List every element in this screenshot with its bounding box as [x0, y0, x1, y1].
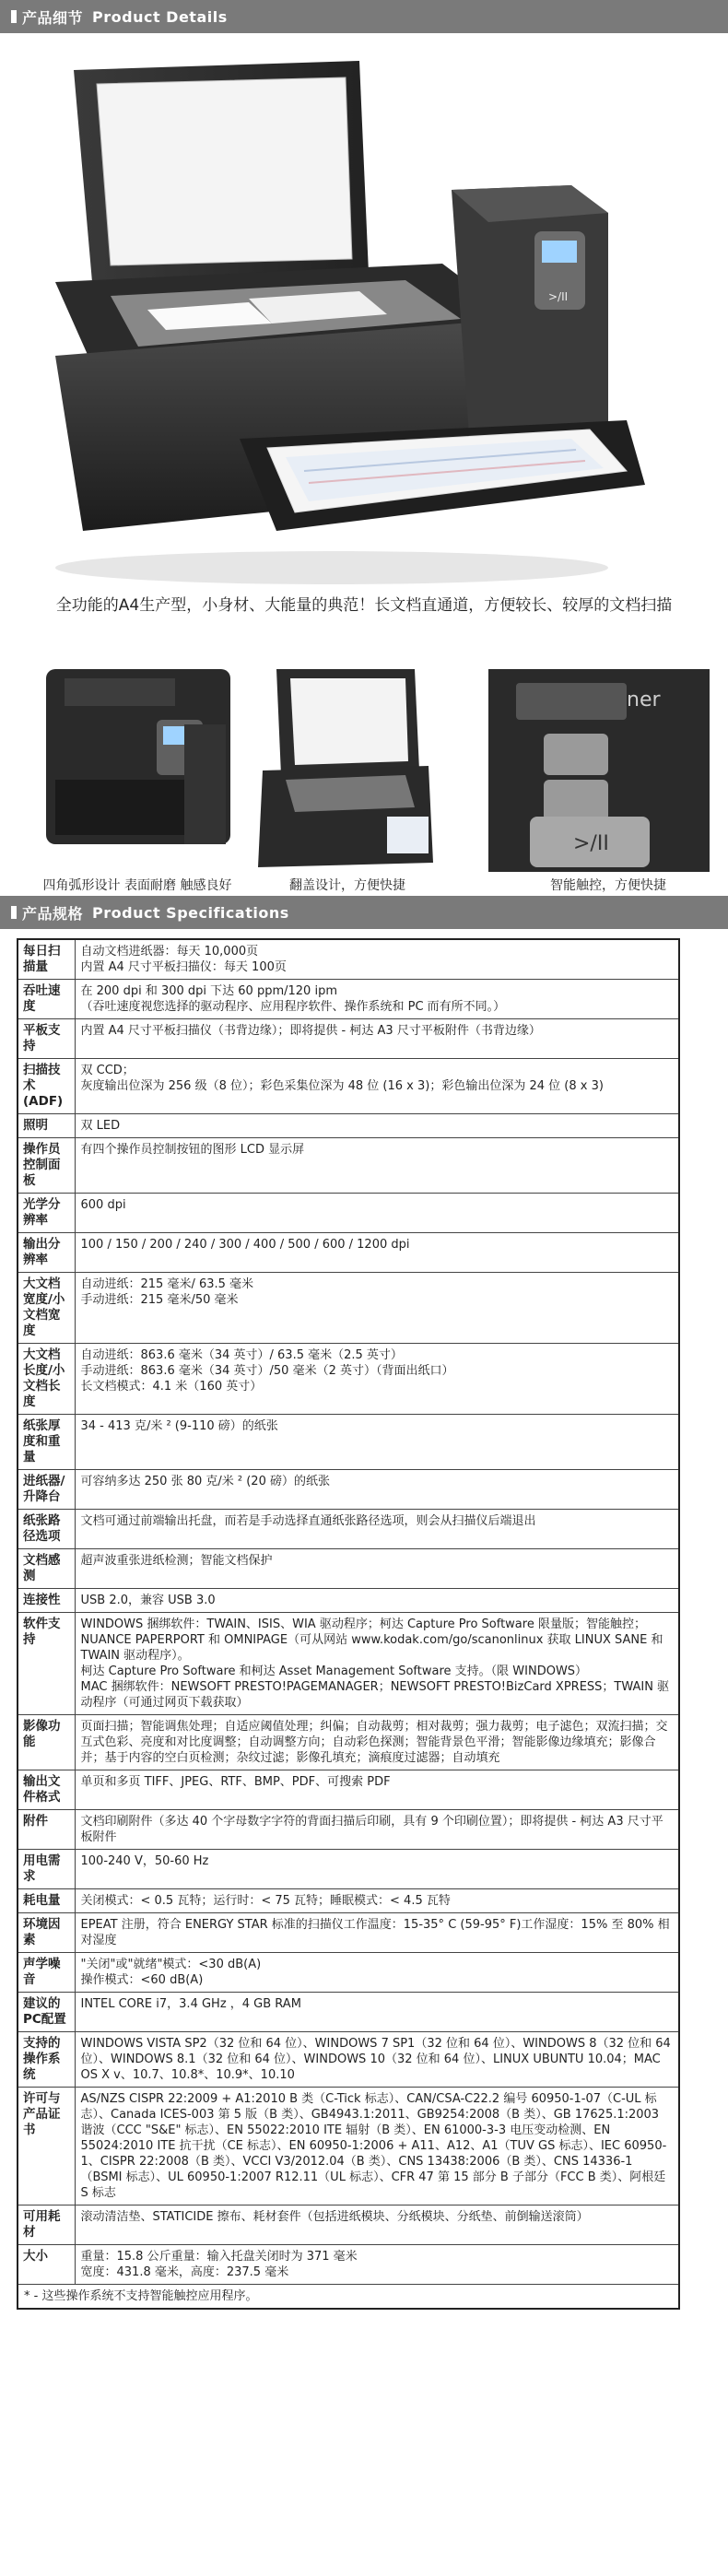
scanner-corner-image	[46, 669, 230, 872]
spec-key: 大小	[18, 2245, 75, 2285]
spec-value	[75, 2088, 679, 2205]
spec-row	[18, 1273, 679, 1344]
spec-row	[18, 1913, 679, 1953]
spec-row	[18, 2088, 679, 2205]
spec-value-line: 灰度输出位深为 256 级（8 位）；彩色采集位深为 48 位 (16 x 3)；彩色输出位深为 24 位 (8 x 3)	[80, 1079, 604, 1093]
spec-key: 进纸器/升降台	[18, 1470, 75, 1510]
spec-row	[18, 1138, 679, 1194]
spec-value-line: AS/NZS CISPR 22:2009 + A1:2010 B 类（C-Tick 标志）、CAN/CSA-C22.2 编号 60950-1-07（C-UL 标志）、Canada ICES-003 第 5 版（B 类）、GB4943.1:2011、GB9254:2008（B 类）、GB 17625.1:2003 谐波（CCC "S&E" 标志）、EN 55022:2010 ITE 辐射（B 类）、EN 61000-3-3 电压变动检测、EN 55024:2010 ITE 抗干扰（CE 标志）、EN 60950-1:2006 + A11、A12、A1（TUV GS 标志）、IEC 60950-1、CISPR 22:2008（B 类）、VCCI V3/2012.04（B 类）、CNS 13438:2006（B 类）、CNS 14336-1（BSMI 标志）、UL 60950-1:2007 R12.11（UL 标志）、CFR 47 第 15 部分 B 子部分（FCC B 类）、阿根廷 S 标志	[80, 2092, 667, 2200]
thumb-caption-1: 四角弧形设计 表面耐磨 触感良好	[42, 878, 232, 893]
spec-value-line: （吞吐速度视您选择的驱动程序、应用程序软件、操作系统和 PC 而有所不同。）	[80, 1000, 506, 1014]
spec-value-line: 有四个操作员控制按钮的图形 LCD 显示屏	[80, 1143, 305, 1157]
detail-thumbnails	[0, 669, 728, 893]
spec-key: 声学噪音	[18, 1953, 75, 1993]
spec-value	[75, 1889, 679, 1913]
spec-value	[75, 1470, 679, 1510]
control-panel-image	[488, 669, 710, 872]
spec-value-line: 自动文档进纸器：每天 10,000页	[80, 945, 259, 959]
spec-key: 纸张路径选项	[18, 1510, 75, 1549]
spec-value	[75, 2205, 679, 2245]
spec-row	[18, 1019, 679, 1059]
spec-row	[18, 1114, 679, 1138]
spec-key: 可用耗材	[18, 2205, 75, 2245]
spec-value-line: 手动进纸：215 毫米/50 毫米	[80, 1293, 239, 1307]
spec-value-line: 100-240 V，50-60 Hz	[80, 1854, 209, 1868]
spec-key: 扫描技术 (ADF)	[18, 1059, 75, 1114]
spec-value	[75, 1415, 679, 1470]
spec-row	[18, 1850, 679, 1889]
section-header-specs	[0, 896, 728, 929]
spec-key: 光学分辨率	[18, 1194, 75, 1233]
spec-value	[75, 1613, 679, 1715]
spec-key: 许可与产品证书	[18, 2088, 75, 2205]
spec-value	[75, 1953, 679, 1993]
spec-row	[18, 1059, 679, 1114]
spec-value-line: 长文档模式：4.1 米（160 英寸）	[80, 1380, 263, 1394]
spec-key: 大文档宽度/小文档宽度	[18, 1273, 75, 1344]
spec-value	[75, 1770, 679, 1810]
spec-value	[75, 1589, 679, 1613]
spec-row	[18, 1415, 679, 1470]
spec-value	[75, 1715, 679, 1770]
section-title-cn: 产品细节	[22, 8, 84, 27]
spec-value-line: WINDOWS VISTA SP2（32 位和 64 位）、WINDOWS 7 SP1（32 位和 64 位）、WINDOWS 8（32 位和 64 位）、WINDOWS 8.1（32 位和 64 位）、WINDOWS 10（32 位和 64 位）、LINUX UBUNTU 10.04；MAC OS X v、10.7、10.8*、10.9*、10.10	[80, 2037, 671, 2082]
spec-value-line: 宽度：431.8 毫米，高度：237.5 毫米	[80, 2265, 289, 2279]
spec-value	[75, 1138, 679, 1194]
spec-value	[75, 1810, 679, 1850]
spec-value-line: 操作模式：<60 dB(A)	[80, 1973, 204, 1987]
spec-row	[18, 2205, 679, 2245]
spec-key: 附件	[18, 1810, 75, 1850]
spec-value-line: 关闭模式：< 0.5 瓦特；运行时：< 75 瓦特；睡眠模式：< 4.5 瓦特	[80, 1894, 451, 1908]
thumb-smart-touch	[488, 669, 710, 872]
spec-key: 耗电量	[18, 1889, 75, 1913]
spec-key: 文档感测	[18, 1549, 75, 1589]
spec-value	[75, 980, 679, 1019]
thumb-corner-design	[46, 669, 230, 872]
spec-value-line: 100 / 150 / 200 / 240 / 300 / 400 / 500 / 600 / 1200 dpi	[80, 1238, 410, 1252]
scanner-illustration	[55, 52, 663, 605]
spec-value-line: 自动进纸：863.6 毫米（34 英寸）/ 63.5 毫米（2.5 英寸）	[80, 1348, 403, 1362]
spec-key: 连接性	[18, 1589, 75, 1613]
spec-value	[75, 1549, 679, 1589]
spec-value-line: 双 LED	[80, 1119, 121, 1133]
spec-key: 用电需求	[18, 1850, 75, 1889]
spec-row	[18, 1510, 679, 1549]
spec-value-line: 滚动清洁垫、STATICIDE 擦布、耗材套件（包括进纸模块、分纸模块、分纸垫、前倒输送滚筒）	[80, 2210, 589, 2224]
spec-row	[18, 2245, 679, 2285]
spec-value	[75, 1510, 679, 1549]
spec-value-line: 34 - 413 克/米 ² (9-110 磅）的纸张	[80, 1419, 278, 1433]
spec-value-line: 600 dpi	[80, 1198, 126, 1212]
square-marker-icon	[11, 906, 17, 919]
thumb-caption-2: 翻盖设计，方便快捷	[289, 878, 405, 893]
spec-value-line: 页面扫描；智能调焦处理；自适应阈值处理；纠偏；自动裁剪；相对裁剪；强力裁剪；电子滤色；双流扫描；交互式色彩、亮度和对比度调整；自动调整方向；自动彩色探测；智能背景色平滑；智能影像边缘填充；影像合并；基于内容的空白页检测；杂纹过滤；影像孔填充；滴痕度过滤器；自动填充	[80, 1720, 668, 1765]
spec-value	[75, 1344, 679, 1415]
spec-row	[18, 1953, 679, 1993]
spec-row	[18, 1810, 679, 1850]
spec-value-line: 内置 A4 尺寸平板扫描仪（书背边缘）；即将提供 - 柯达 A3 尺寸平板附件（书背边缘）	[80, 1024, 541, 1038]
section-title-en: Product Specifications	[92, 903, 289, 922]
spec-key: 输出分辨率	[18, 1233, 75, 1273]
brand-text: ner	[627, 688, 661, 712]
spec-row	[18, 1344, 679, 1415]
spec-value-line: 手动进纸：863.6 毫米（34 英寸）/50 毫米（2 英寸）（背面出纸口）	[80, 1364, 454, 1378]
spec-row	[18, 1993, 679, 2032]
spec-value-line: 双 CCD；	[80, 1064, 135, 1077]
spec-value	[75, 1273, 679, 1344]
spec-value-line: 柯达 Capture Pro Software 和柯达 Asset Management Software 支持。（限 WINDOWS）	[80, 1664, 588, 1678]
section-title-cn: 产品规格	[22, 904, 84, 923]
spec-row	[18, 939, 679, 980]
spec-key: 大文档长度/小文档长度	[18, 1344, 75, 1415]
hero-image	[0, 33, 728, 597]
spec-key: 输出文件格式	[18, 1770, 75, 1810]
spec-value-line: MAC 捆绑软件：NEWSOFT PRESTO!PAGEMANAGER；NEWSOFT PRESTO!BizCard XPRESS；TWAIN 驱动程序（可通过网页下载获取）	[80, 1680, 670, 1710]
spec-value-line: "关闭"或"就绪"模式：<30 dB(A)	[80, 1958, 262, 1971]
spec-value-line: 单页和多页 TIFF、JPEG、RTF、BMP、PDF、可搜索 PDF	[80, 1775, 391, 1789]
spec-value-line: 文档可通过前端输出托盘，而若是手动选择直通纸张路径选项，则会从扫描仪后端退出	[80, 1514, 536, 1528]
spec-row	[18, 980, 679, 1019]
start-pause-label: >/II	[573, 832, 609, 855]
spec-table-wrapper	[17, 938, 680, 2310]
spec-value	[75, 2032, 679, 2088]
spec-value	[75, 1194, 679, 1233]
spec-value-line: EPEAT 注册，符合 ENERGY STAR 标准的扫描仪工作温度：15-35° C (59-95° F)工作湿度：15% 至 80% 相对湿度	[80, 1918, 670, 1947]
spec-row	[18, 2032, 679, 2088]
spec-value-line: 内置 A4 尺寸平板扫描仪：每天 100页	[80, 960, 287, 974]
spec-value-line: 在 200 dpi 和 300 dpi 下达 60 ppm/120 ipm	[80, 984, 337, 998]
spec-value-line: 文档印刷附件（多达 40 个字母数字字符的背面扫描后印刷，具有 9 个印刷位置）；即将提供 - 柯达 A3 尺寸平板附件	[80, 1815, 663, 1844]
spec-key: 影像功能	[18, 1715, 75, 1770]
spec-value	[75, 939, 679, 980]
spec-value-line: 可容纳多达 250 张 80 克/米 ² (20 磅）的纸张	[80, 1475, 330, 1488]
spec-key: 平板支持	[18, 1019, 75, 1059]
spec-key: 照明	[18, 1114, 75, 1138]
spec-row	[18, 1233, 679, 1273]
spec-key: 吞吐速度	[18, 980, 75, 1019]
spec-row	[18, 1589, 679, 1613]
spec-key: 支持的操作系统	[18, 2032, 75, 2088]
spec-value	[75, 1993, 679, 2032]
spec-value	[75, 2245, 679, 2285]
spec-value-line: INTEL CORE i7，3.4 GHz ，4 GB RAM	[80, 1997, 301, 2011]
spec-value	[75, 1114, 679, 1138]
spec-key: 软件支持	[18, 1613, 75, 1715]
footnote-row	[18, 2285, 679, 2310]
spec-row	[18, 1613, 679, 1715]
section-title-en: Product Details	[92, 7, 228, 26]
spec-key: 每日扫描量	[18, 939, 75, 980]
spec-row	[18, 1470, 679, 1510]
spec-row	[18, 1549, 679, 1589]
spec-key: 建议的PC配置	[18, 1993, 75, 2032]
spec-key: 纸张厚度和重量	[18, 1415, 75, 1470]
spec-key: 操作员控制面板	[18, 1138, 75, 1194]
spec-value	[75, 1913, 679, 1953]
spec-value-line: 自动进纸：215 毫米/ 63.5 毫米	[80, 1277, 254, 1291]
spec-row	[18, 1770, 679, 1810]
spec-value-line: USB 2.0，兼容 USB 3.0	[80, 1594, 216, 1607]
section-header-details	[0, 0, 728, 33]
square-marker-icon	[11, 10, 17, 23]
spec-value	[75, 1233, 679, 1273]
panel-label: >/II	[548, 290, 569, 303]
spec-value	[75, 1850, 679, 1889]
footnote: * - 这些操作系统不支持智能触控应用程序。	[18, 2285, 679, 2310]
spec-row	[18, 1889, 679, 1913]
scanner-lid-image	[258, 669, 433, 872]
spec-value-line: WINDOWS 捆绑软件：TWAIN、ISIS、WIA 驱动程序；柯达 Capture Pro Software 限量版；智能触控；NUANCE PAPERPORT 和 OMNIPAGE（可从网站 www.kodak.com/go/scanonlinux 获取 LINUX SANE 和 TWAIN 驱动程序）。	[80, 1617, 663, 1663]
spec-value-line: 超声波重张进纸检测；智能文档保护	[80, 1554, 273, 1568]
spec-table	[17, 938, 680, 2310]
hero-caption: 全功能的A4生产型，小身材、大能量的典范！长文档直通道，方便较长、较厚的文档扫描	[55, 596, 673, 615]
thumb-caption-3: 智能触控，方便快捷	[550, 878, 666, 893]
spec-row	[18, 1194, 679, 1233]
spec-value-line: 重量：15.8 公斤重量：输入托盘关闭时为 371 毫米	[80, 2250, 358, 2264]
spec-row	[18, 1715, 679, 1770]
spec-key: 环境因素	[18, 1913, 75, 1953]
spec-value	[75, 1019, 679, 1059]
thumb-lid-design	[258, 669, 433, 872]
spec-value	[75, 1059, 679, 1114]
